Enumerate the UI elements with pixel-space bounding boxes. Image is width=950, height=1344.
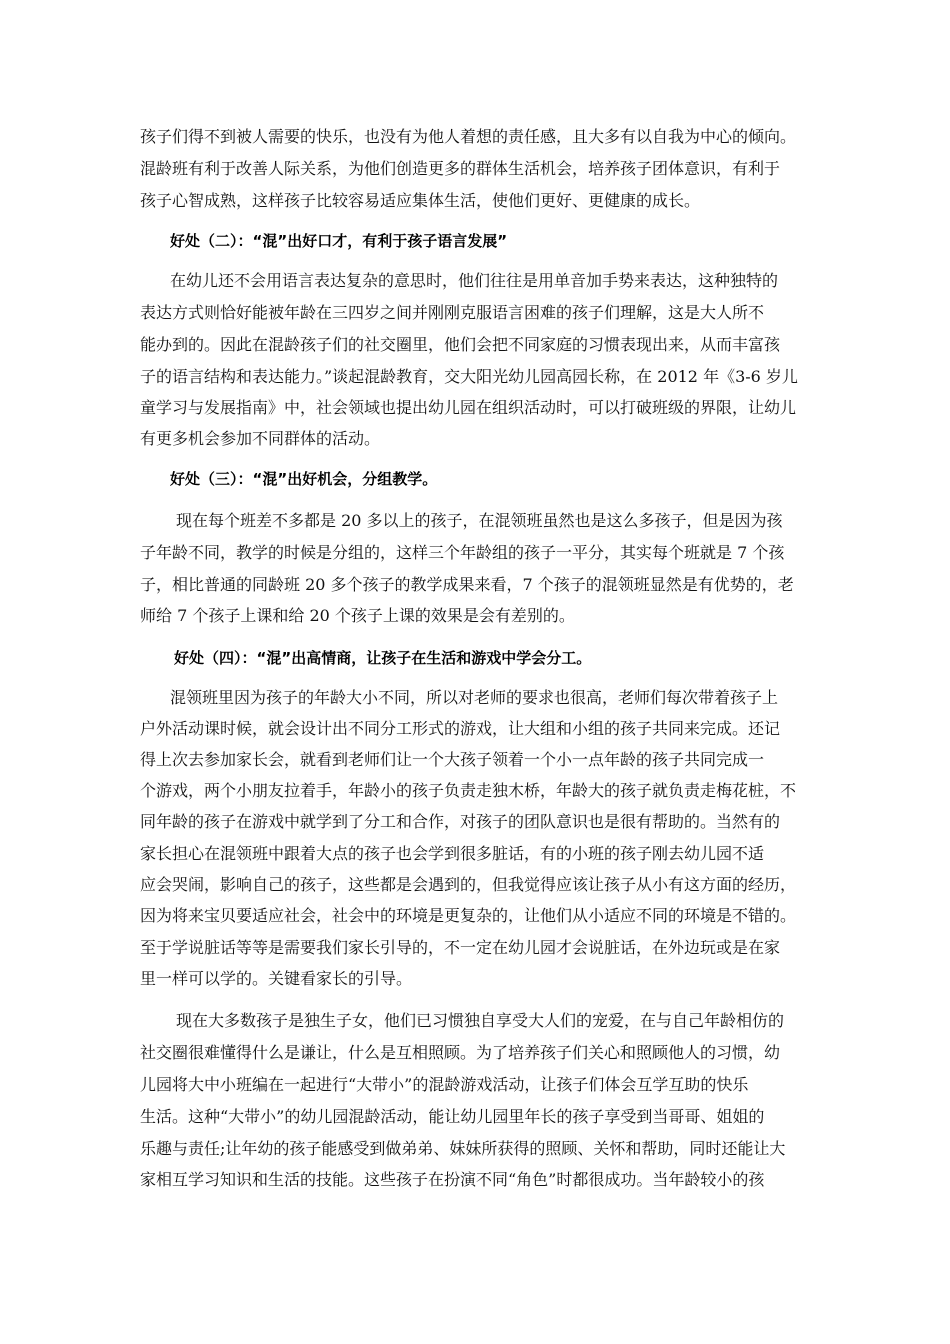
text-line: 孩子们得不到被人需要的快乐，也没有为他人着想的责任感，且大多有以自我为中心的倾向。 — [140, 127, 797, 146]
text-line: 子年龄不同，教学的时候是分组的，这样三个年龄组的孩子一平分，其实每个班就是 7 个孩 — [140, 543, 785, 562]
text-line: 子，相比普通的同龄班 20 多个孩子的教学成果来看，7 个孩子的混领班显然是有优势的，老 — [140, 575, 794, 594]
text-line: 师给 7 个孩子上课和给 20 个孩子上课的效果是会有差别的。 — [140, 606, 575, 625]
section-heading: 好处（三）：“混”出好机会，分组教学。 — [170, 470, 438, 488]
text-line: 同年龄的孩子在游戏中就学到了分工和合作，对孩子的团队意识也是很有帮助的。当然有的 — [140, 812, 781, 831]
text-line: 生活。这种“大带小”的幼儿园混龄活动，能让幼儿园里年长的孩子享受到当哥哥、姐姐的 — [140, 1107, 765, 1126]
text-line: 有更多机会参加不同群体的活动。 — [140, 429, 381, 448]
text-line: 个游戏，两个小朋友拉着手，年龄小的孩子负责走独木桥，年龄大的孩子就负责走梅花桩，不 — [140, 781, 797, 800]
text-line: 因为将来宝贝要适应社会，社会中的环境是更复杂的，让他们从小适应不同的环境是不错的。 — [140, 906, 797, 925]
text-line: 在幼儿还不会用语言表达复杂的意思时，他们往往是用单音加手势来表达，这种独特的 — [170, 271, 779, 290]
text-line: 现在大多数孩子是独生子女，他们已习惯独自享受大人们的宠爱，在与自己年龄相仿的 — [176, 1011, 785, 1030]
text-line: 表达方式则恰好能被年龄在三四岁之间并刚刚克服语言困难的孩子们理解，这是大人所不 — [140, 303, 765, 322]
section-heading: 好处（二）：“混”出好口才，有利于孩子语言发展” — [170, 232, 508, 250]
text-line: 混龄班有利于改善人际关系，为他们创造更多的群体生活机会，培养孩子团体意识，有利于 — [140, 159, 781, 178]
text-line: 家长担心在混领班中跟着大点的孩子也会学到很多脏话，有的小班的孩子刚去幼儿园不适 — [140, 844, 765, 863]
text-line: 乐趣与责任;让年幼的孩子能感受到做弟弟、妹妹所获得的照顾、关怀和帮助，同时还能让大 — [140, 1139, 786, 1158]
text-line: 社交圈很难懂得什么是谦让，什么是互相照顾。为了培养孩子们关心和照顾他人的习惯，幼 — [140, 1043, 781, 1062]
text-line: 子的语言结构和表达能力。”谈起混龄教育，交大阳光幼儿园高园长称，在 2012 年《3-6 岁儿 — [140, 367, 798, 386]
text-line: 家相互学习知识和生活的技能。这些孩子在扮演不同“角色”时都很成功。当年龄较小的孩 — [140, 1170, 765, 1189]
section-heading: 好处（四）：“混”出高情商，让孩子在生活和游戏中学会分工。 — [174, 649, 592, 667]
text-line: 得上次去参加家长会，就看到老师们让一个大孩子领着一个小一点年龄的孩子共同完成一 — [140, 750, 765, 769]
text-line: 孩子心智成熟，这样孩子比较容易适应集体生活，使他们更好、更健康的成长。 — [140, 191, 701, 210]
text-line: 儿园将大中小班编在一起进行“大带小”的混龄游戏活动，让孩子们体会互学互助的快乐 — [140, 1075, 749, 1094]
text-line: 童学习与发展指南》中，社会领域也提出幼儿园在组织活动时，可以打破班级的界限，让幼儿 — [140, 398, 797, 417]
text-line: 至于学说脏话等等是需要我们家长引导的，不一定在幼儿园才会说脏话，在外边玩或是在家 — [140, 938, 781, 957]
text-line: 混领班里因为孩子的年龄大小不同，所以对老师的要求也很高，老师们每次带着孩子上 — [170, 688, 779, 707]
text-line: 户外活动课时候，就会设计出不同分工形式的游戏，让大组和小组的孩子共同来完成。还记 — [140, 719, 781, 738]
text-line: 里一样可以学的。关键看家长的引导。 — [140, 969, 413, 988]
text-line: 应会哭闹，影响自己的孩子，这些都是会遇到的，但我觉得应该让孩子从小有这方面的经历， — [140, 875, 797, 894]
text-line: 能办到的。因此在混龄孩子们的社交圈里，他们会把不同家庭的习惯表现出来，从而丰富孩 — [140, 335, 781, 354]
text-line: 现在每个班差不多都是 20 多以上的孩子，在混领班虽然也是这么多孩子，但是因为孩 — [176, 511, 783, 530]
